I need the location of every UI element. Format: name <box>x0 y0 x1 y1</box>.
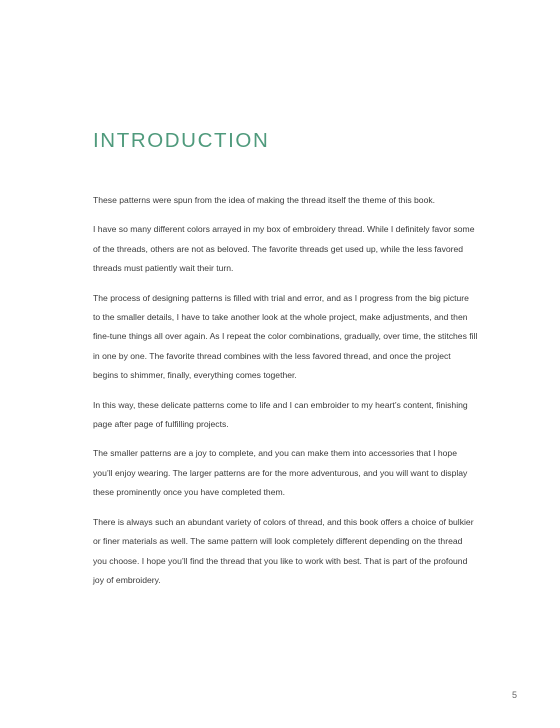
page-title: INTRODUCTION <box>93 129 270 152</box>
paragraph-3: The process of designing patterns is filled with trial and error, and as I progress from the big picture to the smaller details, I have to take another look at the whole project, make adjustments, and then fine-tune things all over again. As I repeat the color combinations, gradually, over time, the stitches fill in one by one. The favorite thread combines with the less favored thread, and once the project begins to shimmer, finally, everything comes together. <box>93 292 478 381</box>
paragraph-5: The smaller patterns are a joy to complete, and you can make them into accessories that I hope you’ll enjoy wearing. The larger patterns are for the more adventurous, and you will want to display these prominently once you have completed them. <box>93 448 468 498</box>
paragraph-4: In this way, these delicate patterns come to life and I can embroider to my heart’s content, finishing page after page of fulfilling projects. <box>93 399 468 430</box>
paragraph-1: These patterns were spun from the idea of making the thread itself the theme of this book. <box>93 195 436 205</box>
page-number: 5 <box>512 690 518 700</box>
paragraph-6: There is always such an abundant variety of colors of thread, and this book offers a choice of bulkier or finer materials as well. The same pattern will look completely different depending on the thread you choose. I hope you’ll find the thread that you like to work with best. That is part of the profound joy of embroidery. <box>93 516 474 585</box>
paragraph-2: I have so many different colors arrayed in my box of embroidery thread. While I definitely favor some of the threads, others are not as beloved. The favorite threads get used up, while the less favored threads must patiently wait their turn. <box>93 224 475 274</box>
introduction-body <box>93 191 478 600</box>
